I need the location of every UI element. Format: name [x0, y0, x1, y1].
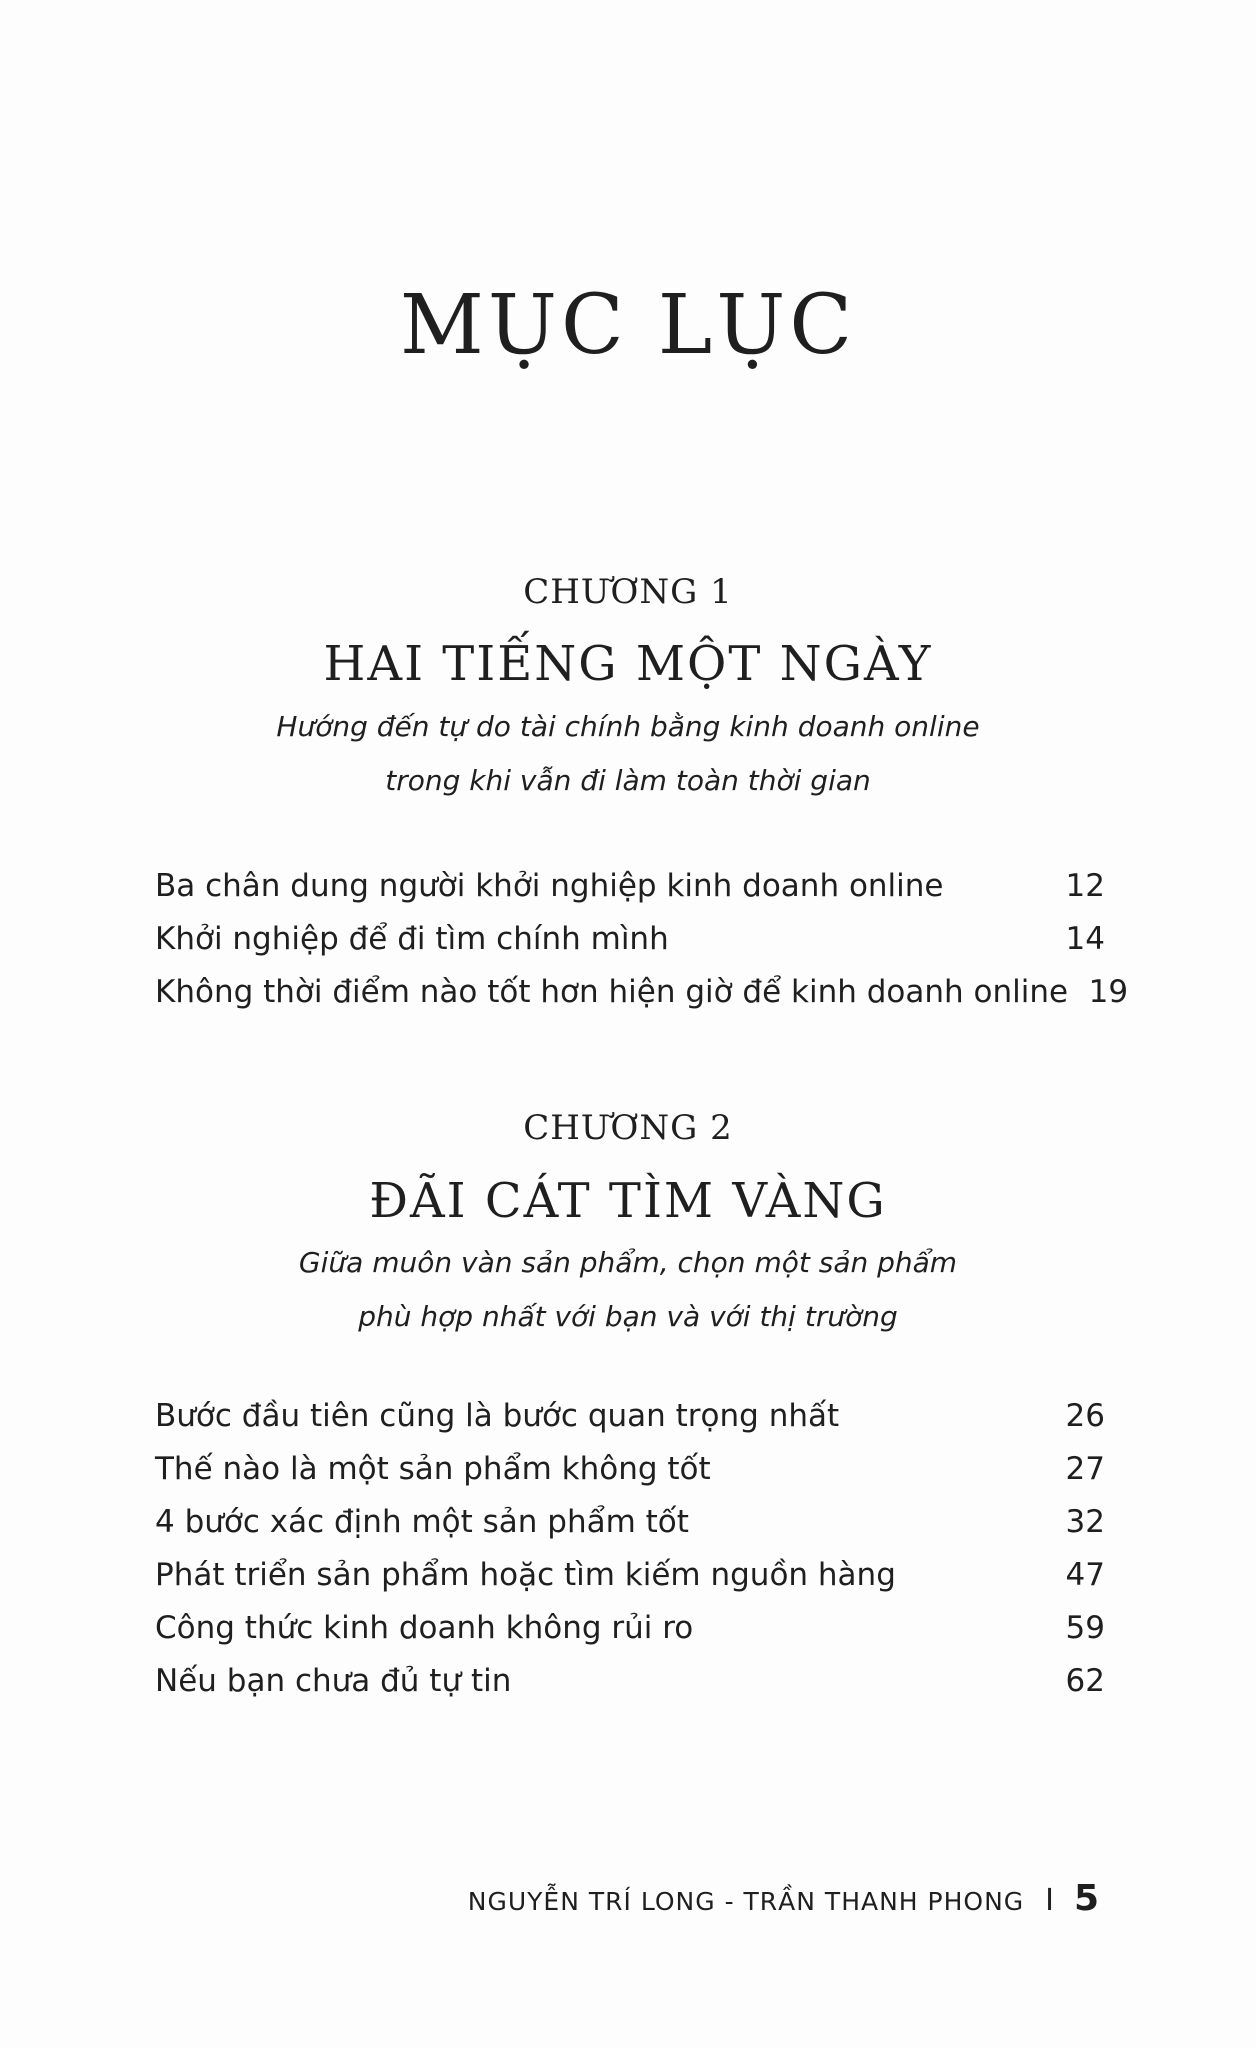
chapter-1-subtitle [0, 700, 1256, 808]
page-title: MỤC LỤC [399, 278, 857, 373]
chapter-2-subtitle-line: Giữa muôn vàn sản phẩm, chọn một sản phẩm [298, 1246, 958, 1279]
chapter-2-subtitle-line: phù hợp nhất với bạn và với thị trường [358, 1300, 898, 1333]
toc-entry-text: 4 bước xác định một sản phẩm tốt [155, 1504, 689, 1540]
toc-entry[interactable] [155, 974, 1129, 1027]
toc-entry-page: 27 [1065, 1451, 1105, 1487]
toc-entry[interactable] [155, 1451, 1105, 1504]
toc-entry-page: 19 [1088, 974, 1129, 1010]
toc-entry-text: Ba chân dung người khởi nghiệp kinh doanh online [155, 868, 944, 904]
toc-entry-page: 14 [1065, 921, 1105, 957]
chapter-2-subtitle [0, 1236, 1256, 1344]
toc-entry-page: 47 [1065, 1557, 1105, 1593]
toc-entry-text: Bước đầu tiên cũng là bước quan trọng nhất [155, 1398, 840, 1434]
toc-entry-page: 32 [1065, 1504, 1105, 1540]
chapter-2-title: ĐÃI CÁT TÌM VÀNG [369, 1173, 887, 1229]
chapter-2-toc [155, 1398, 1105, 1716]
chapter-1-subtitle-line: Hướng đến tự do tài chính bằng kinh doanh online [276, 710, 980, 743]
toc-entry-page: 62 [1065, 1663, 1105, 1699]
toc-entry[interactable] [155, 1663, 1105, 1716]
toc-entry-page: 59 [1065, 1610, 1105, 1646]
toc-entry[interactable] [155, 868, 1105, 921]
chapter-1-toc [155, 868, 1129, 1027]
footer-page-number: 5 [1073, 1878, 1100, 1919]
toc-entry-text: Công thức kinh doanh không rủi ro [155, 1610, 694, 1646]
toc-entry-text: Phát triển sản phẩm hoặc tìm kiếm nguồn hàng [155, 1557, 896, 1593]
toc-entry-text: Không thời điểm nào tốt hơn hiện giờ để kinh doanh online [155, 974, 1069, 1010]
chapter-2-label: CHƯƠNG 2 [523, 1108, 733, 1148]
toc-entry-page: 12 [1065, 868, 1105, 904]
chapter-1-label: CHƯƠNG 1 [523, 572, 733, 612]
page-footer [0, 1878, 1100, 1919]
toc-entry-text: Thế nào là một sản phẩm không tốt [155, 1451, 711, 1487]
toc-entry[interactable] [155, 1610, 1105, 1663]
toc-entry[interactable] [155, 1557, 1105, 1610]
toc-entry-text: Nếu bạn chưa đủ tự tin [155, 1663, 512, 1699]
footer-authors: NGUYỄN TRÍ LONG - TRẦN THANH PHONG [467, 1887, 1025, 1916]
footer-separator: I [1045, 1883, 1055, 1918]
toc-entry-text: Khởi nghiệp để đi tìm chính mình [155, 921, 669, 957]
toc-entry-page: 26 [1065, 1398, 1105, 1434]
toc-entry[interactable] [155, 1398, 1105, 1451]
chapter-1-title: HAI TIẾNG MỘT NGÀY [323, 636, 933, 692]
chapter-1-subtitle-line: trong khi vẫn đi làm toàn thời gian [385, 764, 871, 797]
toc-entry[interactable] [155, 1504, 1105, 1557]
toc-entry[interactable] [155, 921, 1105, 974]
